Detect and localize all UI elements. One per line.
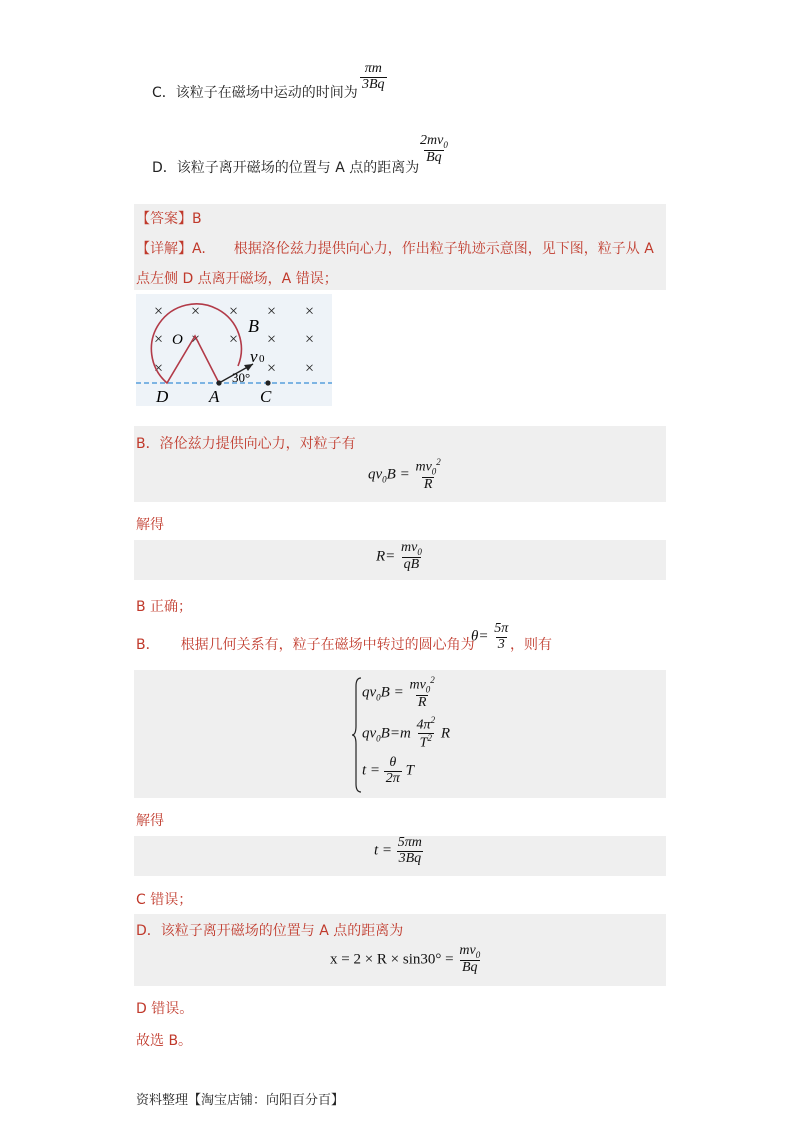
label-a: A bbox=[209, 387, 220, 406]
label-v: v bbox=[250, 347, 258, 366]
point-c bbox=[265, 380, 270, 385]
solve2-equation: t = $\frac{5\pi m}{3Bq}$ bbox=[374, 835, 422, 866]
footer-source: 资料整理【淘宝店铺：向阳百分百】 bbox=[136, 1093, 345, 1108]
section-b1-equation: $qv_0B$ = $\frac{mv_0^2}{R}$ bbox=[368, 457, 441, 492]
answer-line: 【答案】B bbox=[136, 211, 202, 227]
trajectory-figure bbox=[136, 294, 332, 406]
field-cross-icon: × bbox=[191, 331, 201, 348]
option-d-label: D．该粒子离开磁场的位置与 A 点的距离为 bbox=[152, 160, 420, 176]
d-wrong: D 错误。 bbox=[136, 1001, 194, 1017]
field-cross-icon: × bbox=[191, 303, 201, 320]
theta-expression: θ= $\frac{5\pi}{3}$ bbox=[471, 621, 509, 652]
label-c: C bbox=[260, 387, 272, 406]
option-c-label: C．该粒子在磁场中运动的时间为 bbox=[152, 85, 358, 101]
field-cross-icon: × bbox=[305, 303, 315, 320]
b-correct: B 正确； bbox=[136, 599, 193, 615]
c-wrong: C 错误； bbox=[136, 892, 193, 908]
field-cross-icon: × bbox=[305, 360, 315, 377]
section-b1-intro: B．洛伦兹力提供向心力，对粒子有 bbox=[136, 436, 356, 452]
detail-line-2: 点左侧 D 点离开磁场，A 错误； bbox=[136, 271, 338, 287]
field-cross-icon: × bbox=[267, 360, 277, 377]
detail-line-1: 【详解】A. 根据洛伦兹力提供向心力，作出粒子轨迹示意图，见下图，粒子从 A bbox=[136, 241, 654, 257]
field-cross-icon: × bbox=[154, 331, 164, 348]
field-cross-icon: × bbox=[267, 331, 277, 348]
field-cross-icon: × bbox=[305, 331, 315, 348]
solve1-label: 解得 bbox=[136, 517, 164, 533]
system-eq1: $qv_0B$ = $\frac{mv_0^2}{R}$ bbox=[362, 675, 435, 710]
section-b2-intro: B． 根据几何关系有，粒子在磁场中转过的圆心角为 bbox=[136, 637, 475, 653]
label-b: B bbox=[248, 316, 259, 336]
field-cross-icon: × bbox=[154, 303, 164, 320]
label-angle: 30° bbox=[232, 370, 251, 385]
system-eq2: $qv_0B=m$ $\frac{4\pi^2}{T^2}$ R bbox=[362, 715, 450, 751]
option-c bbox=[152, 66, 358, 102]
field-cross-icon: × bbox=[229, 331, 239, 348]
label-v-sub: 0 bbox=[259, 353, 265, 365]
conclusion: 故选 B。 bbox=[136, 1033, 193, 1049]
solve2-label: 解得 bbox=[136, 813, 164, 829]
section-d-equation: x = 2 × R × sin30° = $\frac{mv_0}{Bq}$ bbox=[330, 943, 481, 976]
system-eq3: t = $\frac{\theta}{2\pi}$ T bbox=[362, 755, 414, 786]
field-cross-icon: × bbox=[267, 303, 277, 320]
label-d: D bbox=[156, 387, 169, 406]
option-d-fraction: $\frac{2mv_0}{Bq}$ bbox=[420, 133, 448, 166]
section-b2-suffix: ，则有 bbox=[510, 637, 552, 653]
point-a bbox=[216, 380, 221, 385]
option-c-fraction: $\frac{\pi m}{3Bq}$ bbox=[362, 61, 385, 92]
label-o: O bbox=[172, 332, 183, 348]
solve1-equation: R= $\frac{mv_0}{qB}$ bbox=[376, 540, 422, 573]
section-d-intro: D．该粒子离开磁场的位置与 A 点的距离为 bbox=[136, 923, 404, 939]
field-cross-icon: × bbox=[154, 360, 164, 377]
field-cross-icon: × bbox=[229, 303, 239, 320]
option-d bbox=[152, 157, 419, 177]
